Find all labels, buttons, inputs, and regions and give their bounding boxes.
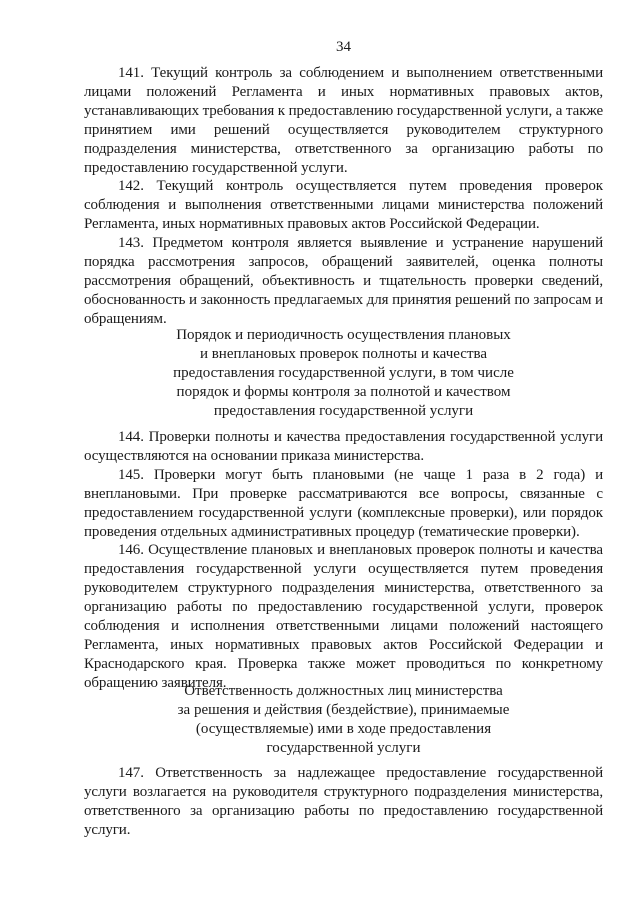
section-responsibility <box>84 764 603 840</box>
section-inspections <box>84 428 603 693</box>
paragraph-141: 141. Текущий контроль за соблюдением и выполнением ответственными лицами положений Регламента и иных нормативных правовых актов, устанавливающих требования к предоставлению государственной услуги, а также принятием ими решений осуществляется руководителем структурного подразделения министерства, ответственного за организацию работы по предоставлению государственной услуги. <box>84 65 604 176</box>
heading-line: Порядок и периодичность осуществления плановых <box>176 327 511 343</box>
paragraph-147: 147. Ответственность за надлежащее предоставление государственной услуги возлагается на руководителя структурного подразделения министерства, ответственного за организацию работы по предоставлению государственной услуги. <box>84 765 603 838</box>
heading-line: предоставления государственной услуги, в том числе <box>173 364 514 381</box>
section-current-control <box>84 64 603 329</box>
page-number: 34 <box>336 39 351 55</box>
paragraph-144: 144. Проверки полноты и качества предоставления государственной услуги осуществляются на основании приказа министерства. <box>84 429 603 464</box>
paragraph-143: 143. Предметом контроля является выявление и устранение нарушений порядка рассмотрения запросов, обращений заявителей, оценка полноты рассмотрения обращений, объективность и тщательность проверки сведений, обоснованность и законность предлагаемых для принятия решений по запросам и обращениям. <box>84 235 603 327</box>
heading-responsibility <box>84 682 603 758</box>
paragraph-146: 146. Осуществление плановых и внеплановых проверок полноты и качества предоставления государственной услуги осуществляется путем проведения руководителем структурного подразделения министерства, ответственного за организацию работы по предоставлению государственной услуги, проверок соблюдения и исполнения ответственными лицами положений настоящего Регламента, иных нормативных правовых актов Российской Федерации и Краснодарского края. Проверка также может проводиться по конкретному обращению заявителя. <box>84 542 603 691</box>
heading-line: (осуществляемые) ими в ходе предоставления <box>195 720 492 737</box>
heading-line: порядок и формы контроля за полнотой и качеством <box>176 383 511 400</box>
heading-line: и внеплановых проверок полноты и качества <box>199 345 488 362</box>
heading-line: государственной услуги <box>266 739 421 756</box>
paragraph-145: 145. Проверки могут быть плановыми (не чаще 1 раза в 2 года) и внеплановыми. При проверке рассматриваются все вопросы, связанные с предоставлением государственной услуги (комплексные проверки), или порядок проведения отдельных административных процедур (тематические проверки). <box>84 466 603 540</box>
heading-line: за решения и действия (бездействие), принимаемые <box>177 701 510 718</box>
heading-inspections <box>84 326 603 421</box>
heading-line: Ответственность должностных лиц министерства <box>184 683 503 699</box>
heading-line: предоставления государственной услуги <box>213 402 474 419</box>
paragraph-142: 142. Текущий контроль осуществляется путем проведения проверок соблюдения и выполнения ответственными лицами министерства положений Регламента, иных нормативных правовых актов Российской Федерации. <box>84 178 603 233</box>
